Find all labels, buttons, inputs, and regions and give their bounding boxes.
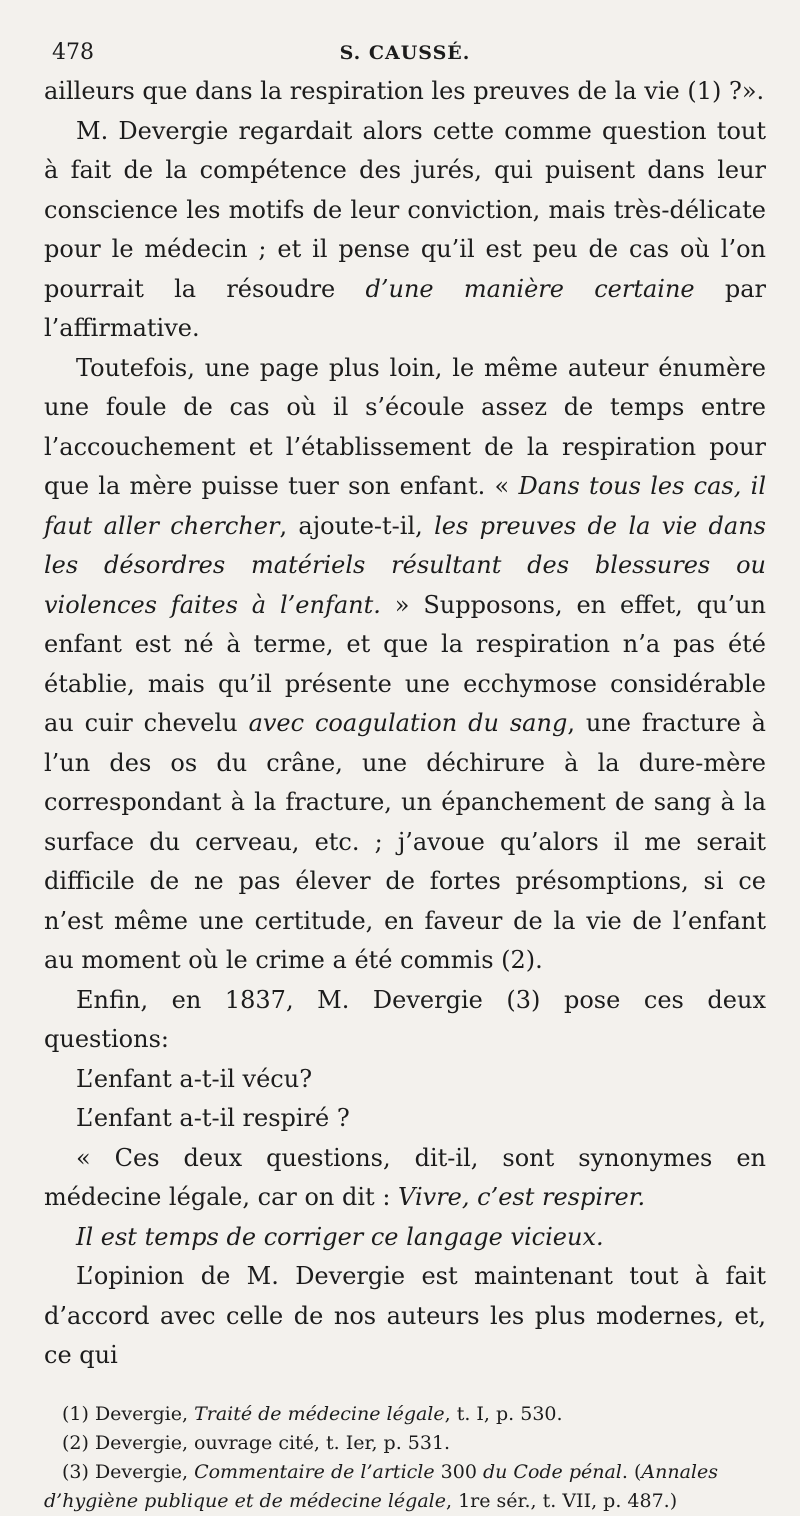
text-segment: « Ces deux questions, dit-il, sont synonymes en médecine légale, car on dit : <box>44 1143 766 1211</box>
italic-text-segment: Vivre, c’est respirer. <box>398 1183 646 1211</box>
text-segment: , ajoute-t-il, <box>279 511 435 540</box>
paragraph <box>44 349 766 981</box>
text-segment: 300 <box>434 1460 483 1483</box>
paragraph <box>44 1099 766 1139</box>
text-segment: (2) Devergie, ouvrage cité, t. Ier, p. 531. <box>62 1431 451 1454</box>
page-header <box>44 30 766 72</box>
text-segment: Toutefois, une page plus loin, le même auteur énumère une foule de cas où il s’écoule assez de temps entre l’accouchement et l’établissement de la respiration pour que la mère puisse tuer son enfant. « <box>44 353 766 500</box>
text-segment: ailleurs que dans la respiration les preuves de la vie (1) ?». <box>44 77 765 105</box>
body-text <box>44 72 766 1376</box>
text-segment: M. Devergie regardait alors cette comme question tout à fait de la compétence des jurés, qui puisent dans leur conscience les motifs de leur conviction, mais très-délicate pour le médecin ; et il pense qu’il est peu de cas où l’on pourrait la résoudre <box>44 116 766 303</box>
italic-text-segment: Commentaire de l’article <box>194 1460 435 1483</box>
footnotes <box>44 1400 766 1516</box>
text-segment: , une fracture à l’un des os du crâne, une déchirure à la dure-mère correspondant à la fracture, un épanchement de sang à la surface du cerveau, etc. ; j’avoue qu’alors il me serait difficile de ne pas élever de fortes présomptions, si ce n’est même une certitude, en faveur de la vie de l’enfant au moment où le crime a été commis (2). <box>44 709 766 974</box>
text-segment: » Supposons, en effet, qu’un enfant est né à terme, et que la respiration n’a pas été établie, mais qu’il présente une ecchymose considérable au cuir chevelu <box>44 590 766 737</box>
text-segment: L’opinion de M. Devergie est maintenant tout à fait d’accord avec celle de nos auteurs les plus modernes, et, ce qui <box>44 1262 766 1369</box>
text-segment: , 1re sér., t. VII, p. 487.) <box>445 1489 678 1512</box>
text-segment: , t. I, p. 530. <box>444 1402 563 1425</box>
italic-text-segment: Dans tous les cas, il faut aller chercher <box>44 472 766 540</box>
italic-text-segment: d’une manière certaine <box>365 274 695 303</box>
text-segment: L’enfant a-t-il respiré ? <box>76 1104 350 1132</box>
text-segment: . ( <box>621 1460 642 1483</box>
footnote <box>44 1458 766 1516</box>
text-segment: par l’affirmative. <box>44 274 766 342</box>
footnote <box>44 1400 766 1429</box>
running-head: S. CAUSSÉ. <box>339 42 471 64</box>
italic-text-segment: du Code pénal <box>482 1460 622 1483</box>
paragraph <box>44 72 766 112</box>
paragraph <box>44 981 766 1060</box>
italic-text-segment: les preuves de la vie dans les désordres matériels résultant des blessures ou violences faites à l’enfant. <box>44 511 766 619</box>
italic-text-segment: Traité de médecine légale <box>194 1402 445 1425</box>
text-segment: (1) Devergie, <box>62 1402 195 1425</box>
italic-text-segment: Il est temps de corriger ce langage vicieux. <box>76 1222 604 1251</box>
paragraph <box>44 1257 766 1376</box>
paragraph <box>44 1218 766 1258</box>
italic-text-segment: avec coagulation du sang <box>248 709 568 737</box>
italic-text-segment: Annales d’hygiène publique et de médecine légale <box>44 1460 718 1512</box>
text-segment: L’enfant a-t-il vécu? <box>76 1064 313 1093</box>
paragraph <box>44 1139 766 1218</box>
page-number: 478 <box>52 40 94 65</box>
text-segment: Enfin, en 1837, M. Devergie (3) pose ces deux questions: <box>44 985 766 1053</box>
paragraph <box>44 1060 766 1100</box>
paragraph <box>44 112 766 349</box>
text-segment: (3) Devergie, <box>62 1460 195 1483</box>
footnote <box>44 1429 766 1458</box>
book-page <box>44 30 766 1512</box>
